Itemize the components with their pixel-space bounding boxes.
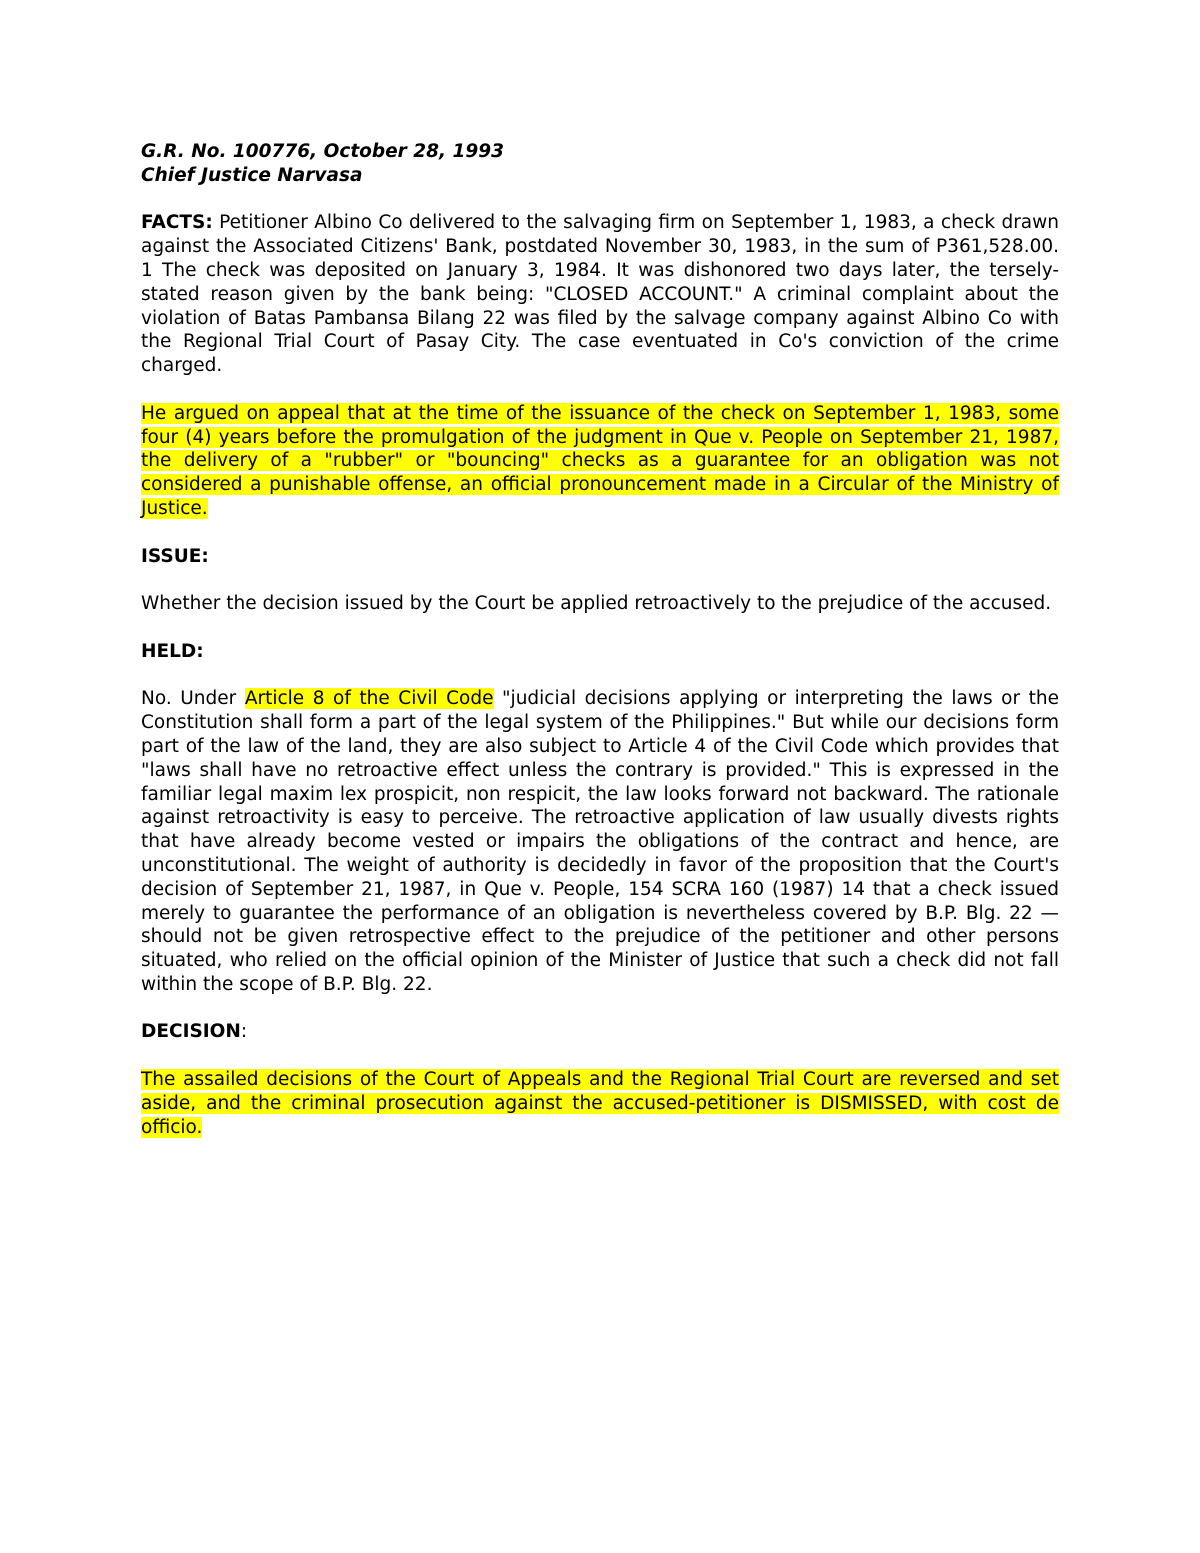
held-text-before: No. Under (141, 688, 245, 710)
decision-paragraph (141, 1068, 1059, 1139)
decision-text: The assailed decisions of the Court of Appeals and the Regional Trial Court are reversed and set aside, and the criminal prosecution against the accused-petitioner is DISMISSED, with cost de officio. (141, 1069, 1059, 1138)
case-number: G.R. No. 100776, October 28, 1993 (141, 141, 504, 162)
held-label: HELD: (141, 640, 204, 662)
held-paragraph (141, 687, 1059, 996)
facts-text: Petitioner Albino Co delivered to the salvaging firm on September 1, 1983, a check drawn against the Associated Citizens' Bank, postdated November 30, 1983, in the sum of P361,528.00. 1 The check was deposited on January 3, 1984. It was dishonored two days later, the tersely-stated reason given by the bank being: "CLOSED ACCOUNT." A criminal complaint about the violation of Batas Pambansa Bilang 22 was filed by the salvage company against Albino Co with the Regional Trial Court of Pasay City. The case eventuated in Co's conviction of the crime charged. (141, 212, 1059, 377)
document-page (141, 140, 1059, 1163)
decision-label-text: DECISION (141, 1021, 241, 1043)
facts-paragraph (141, 211, 1059, 378)
spacer (141, 188, 1059, 212)
argument-text: He argued on appeal that at the time of the issuance of the check on September 1, 1983, some four (4) years before the promulgation of the judgment in Que v. People on September 21, 1987, the delivery of a "rubber" or "bouncing" checks as a guarantee for an obligation was not considered a punishable offense, an official pronouncement made in a Circular of the Ministry of Justice. (141, 402, 1059, 519)
facts-label: FACTS: (141, 212, 213, 234)
decision-label-colon: : (240, 1021, 248, 1043)
issue-text: Whether the decision issued by the Court be applied retroactively to the prejudice of the accused. (141, 593, 1052, 615)
case-heading (141, 140, 1059, 188)
decision-label (141, 1020, 1059, 1044)
held-text-after: "judicial decisions applying or interpreting the laws or the Constitution shall form a part of the legal system of the Philippines." But while our decisions form part of the law of the land, they are also subject to Article 4 of the Civil Code which provides that "laws shall have no retroactive effect unless the contrary is provided." This is expressed in the familiar legal maxim lex prospicit, non respicit, the law looks forward not backward. The rationale against retroactivity is easy to perceive. The retroactive application of law usually divests rights that have already become vested or impairs the obligations of the contract and hence, are unconstitutional. The weight of authority is decidedly in favor of the proposition that the Court's decision of September 21, 1987, in Que v. People, 154 SCRA 160 (1987) 14 that a check issued merely to guarantee the performance of an obligation is nevertheless covered by B.P. Blg. 22 — should not be given retrospective effect to the prejudice of the petitioner and other persons situated, who relied on the official opinion of the Minister of Justice that such a check did not fall within the scope of B.P. Blg. 22. (141, 688, 1059, 995)
ponente: Chief Justice Narvasa (141, 164, 363, 186)
held-highlight: Article 8 of the Civil Code (244, 688, 494, 710)
issue-label: ISSUE: (141, 545, 209, 567)
argument-paragraph (141, 402, 1059, 521)
